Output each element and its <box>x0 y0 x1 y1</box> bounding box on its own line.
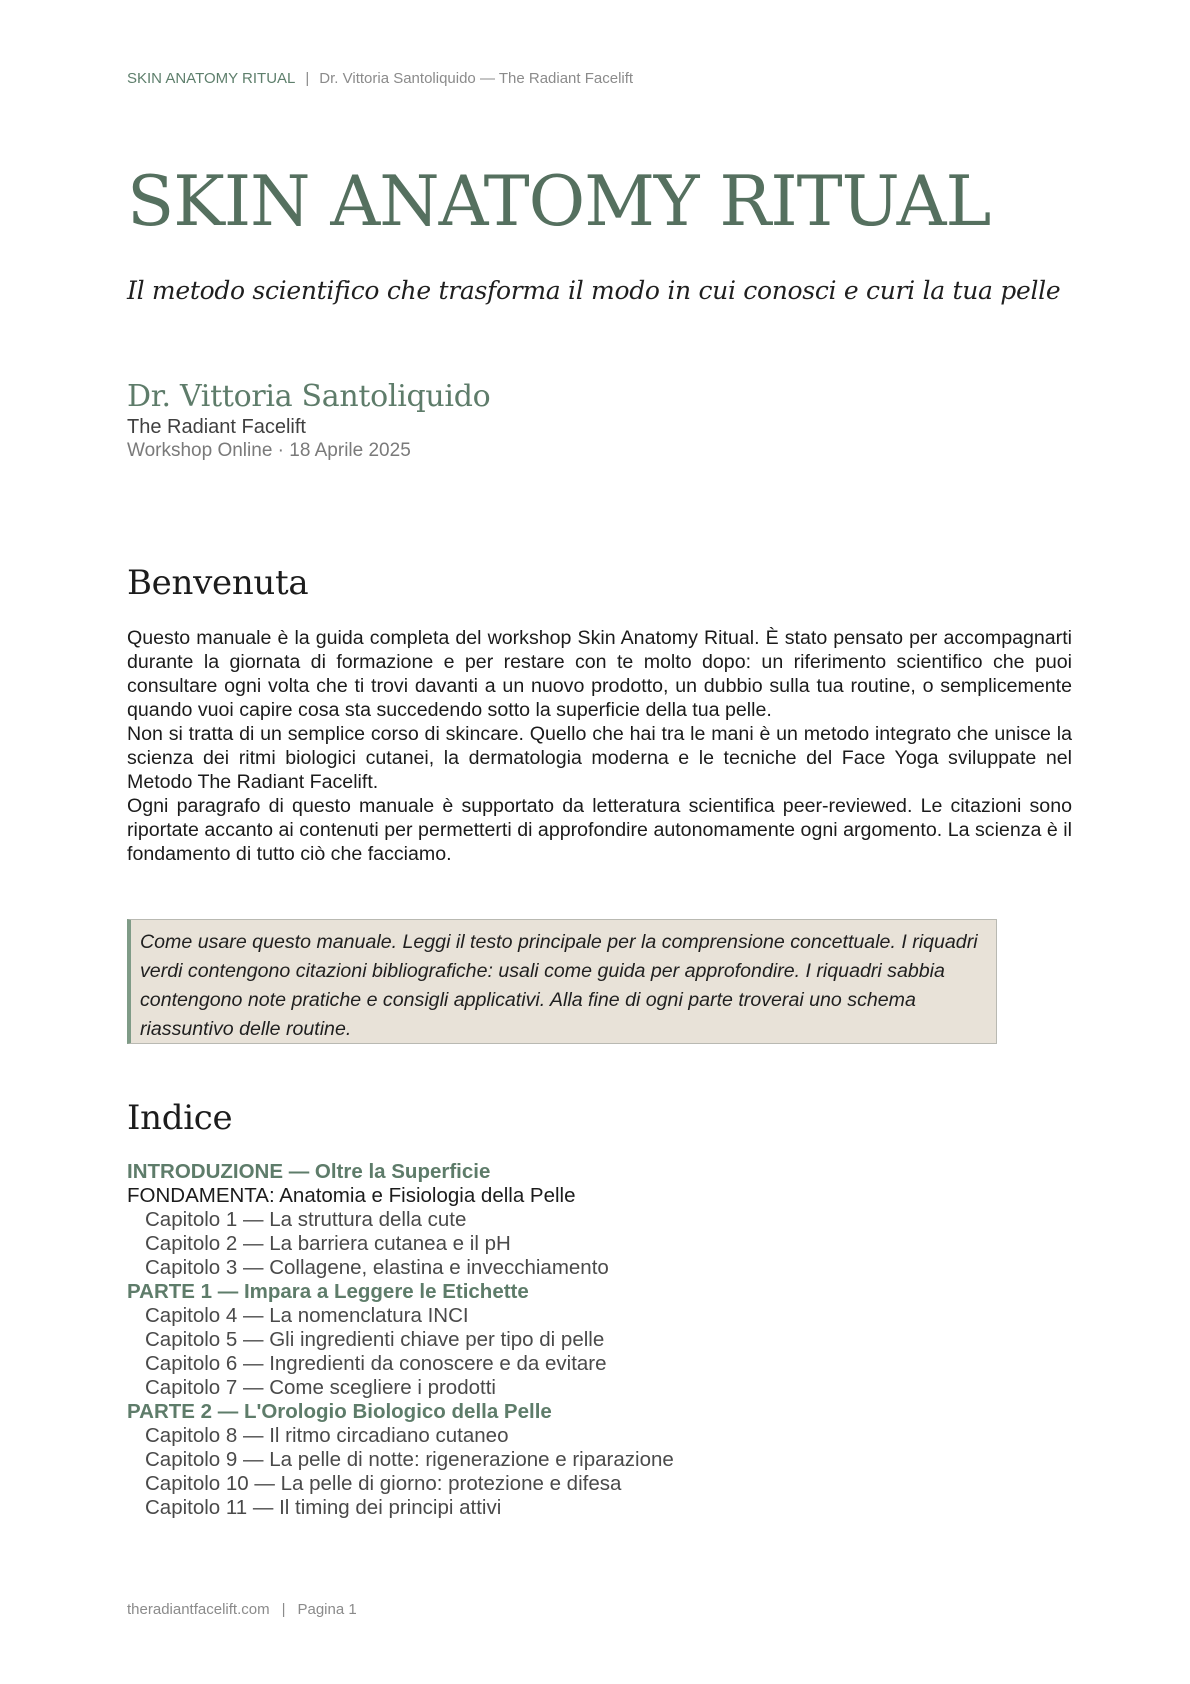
toc-entry-part-2[interactable]: PARTE 2 — L'Orologio Biologico della Pelle <box>127 1400 552 1423</box>
toc-entry-chapter[interactable]: Capitolo 2 — La barriera cutanea e il pH <box>145 1232 511 1255</box>
welcome-paragraph: Non si tratta di un semplice corso di skincare. Quello che hai tra le mani è un metodo integrato che unisce la scienza dei ritmi biologici cutanei, la dermatologia moderna e le tecniche del Face Yoga sviluppate nel Metodo The Radiant Facelift. <box>127 723 1072 793</box>
welcome-body <box>127 626 1072 866</box>
footer-separator: | <box>281 1601 286 1618</box>
index-heading: Indice <box>127 1098 233 1138</box>
toc-entry-chapter[interactable]: Capitolo 1 — La struttura della cute <box>145 1208 467 1231</box>
table-of-contents <box>127 1160 674 1520</box>
running-footer <box>127 1601 357 1618</box>
welcome-paragraph: Questo manuale è la guida completa del workshop Skin Anatomy Ritual. È stato pensato per accompagnarti durante la giornata di formazione e per restare con te molto dopo: un riferimento scientifico che puoi consultare ogni volta che ti trovi davanti a un nuovo prodotto, un dubbio sulla tua routine, o semplicemente quando vuoi capire cosa sta succedendo sotto la superficie della tua pelle. <box>127 627 1072 721</box>
toc-entry-chapter[interactable]: Capitolo 5 — Gli ingredienti chiave per tipo di pelle <box>145 1328 605 1351</box>
author-name: Dr. Vittoria Santoliquido <box>127 379 491 414</box>
document-title: SKIN ANATOMY RITUAL <box>127 162 991 242</box>
header-brand: SKIN ANATOMY RITUAL <box>127 70 296 87</box>
toc-entry-chapter[interactable]: Capitolo 4 — La nomenclatura INCI <box>145 1304 469 1327</box>
toc-entry-foundations[interactable]: FONDAMENTA: Anatomia e Fisiologia della Pelle <box>127 1184 576 1207</box>
toc-entry-chapter[interactable]: Capitolo 10 — La pelle di giorno: protezione e difesa <box>145 1472 622 1495</box>
footer-website: theradiantfacelift.com <box>127 1601 270 1618</box>
author-brand: The Radiant Facelift <box>127 415 306 438</box>
toc-entry-chapter[interactable]: Capitolo 9 — La pelle di notte: rigenerazione e riparazione <box>145 1448 674 1471</box>
header-separator: | <box>305 70 310 87</box>
running-header <box>127 70 633 87</box>
document-subtitle: Il metodo scientifico che trasforma il modo in cui conosci e curi la tua pelle <box>127 276 1061 305</box>
author-block <box>127 380 490 463</box>
toc-entry-chapter[interactable]: Capitolo 7 — Come scegliere i prodotti <box>145 1376 496 1399</box>
header-author-line: Dr. Vittoria Santoliquido — The Radiant Facelift <box>319 70 634 87</box>
toc-entry-introduction[interactable]: INTRODUZIONE — Oltre la Superficie <box>127 1160 491 1183</box>
toc-entry-chapter[interactable]: Capitolo 6 — Ingredienti da conoscere e da evitare <box>145 1352 607 1375</box>
welcome-paragraph: Ogni paragrafo di questo manuale è supportato da letteratura scientifica peer-reviewed. Le citazioni sono riportate accanto ai contenuti per permetterti di approfondire autonomamente ogni argomento. La scienza è il fondamento di tutto ciò che facciamo. <box>127 795 1072 865</box>
welcome-heading: Benvenuta <box>127 563 309 603</box>
toc-entry-chapter[interactable]: Capitolo 11 — Il timing dei principi attivi <box>145 1496 502 1519</box>
usage-note-callout: Come usare questo manuale. Leggi il testo principale per la comprensione concettuale. I riquadri verdi contengono citazioni bibliografiche: usali come guida per approfondire. I riquadri sabbia contengono note pratiche e consigli applicativi. Alla fine di ogni parte troverai uno schema riassuntivo delle routine. <box>127 919 997 1044</box>
toc-entry-part-1[interactable]: PARTE 1 — Impara a Leggere le Etichette <box>127 1280 529 1303</box>
author-event: Workshop Online · 18 Aprile 2025 <box>127 439 411 461</box>
toc-entry-chapter[interactable]: Capitolo 8 — Il ritmo circadiano cutaneo <box>145 1424 509 1447</box>
toc-entry-chapter[interactable]: Capitolo 3 — Collagene, elastina e invecchiamento <box>145 1256 609 1279</box>
page-number: Pagina 1 <box>297 1601 357 1618</box>
